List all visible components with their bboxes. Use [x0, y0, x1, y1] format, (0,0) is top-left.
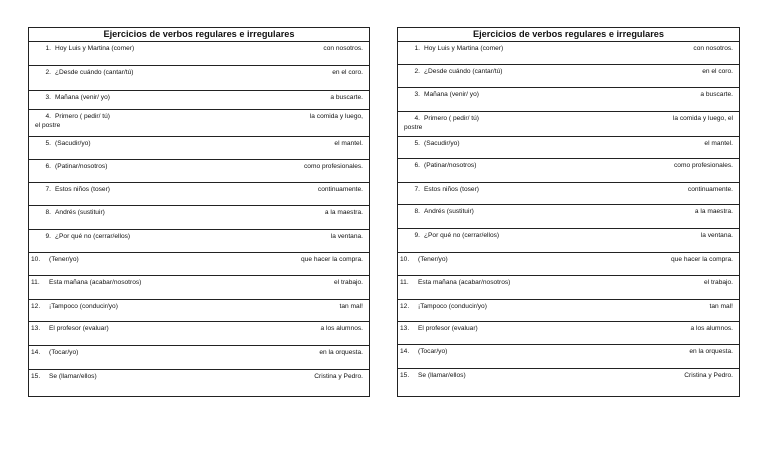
exercise-prompt: [49, 348, 249, 357]
exercise-prompt: [424, 161, 619, 170]
exercise-answer-text: en el coro.: [702, 68, 733, 75]
exercise-prompt: [418, 347, 619, 356]
exercise-prompt-line: ¿Desde cuándo (cantar/tú): [55, 69, 134, 76]
exercise-row: [398, 65, 739, 88]
exercise-prompt-line: El profesor (evaluar): [49, 325, 109, 332]
exercise-row: [398, 42, 739, 65]
exercise-prompt: [424, 44, 619, 53]
exercise-prompt-line: Esta mañana (acabar/nosotros): [418, 279, 511, 286]
exercise-prompt-line: (Tocar/yo): [49, 349, 79, 356]
exercise-answer-text: continuamente.: [317, 186, 363, 193]
exercise-number: 1.: [414, 45, 420, 52]
exercise-prompt-line: Mañana (venir/ yo): [55, 94, 110, 101]
worksheet-title: Ejercicios de verbos regulares e irregulares: [29, 28, 369, 42]
exercise-row: [398, 300, 739, 322]
exercise-answer-text: el mantel.: [704, 140, 733, 147]
exercise-prompt: [424, 207, 619, 216]
exercise-prompt-continuation: postre: [404, 124, 423, 131]
exercise-prompt-line: Hoy Luis y Martina (comer): [424, 45, 504, 52]
exercise-prompt: [55, 208, 249, 217]
exercise-prompt: [49, 278, 249, 287]
exercise-prompt-line: (Patinar/nosotros): [55, 163, 108, 170]
exercise-answer-text: la ventana.: [700, 232, 733, 239]
exercise-prompt-line: Andrés (sustituir): [424, 208, 474, 215]
exercise-row: [29, 183, 369, 206]
exercise-answer-text: continuamente.: [687, 186, 733, 193]
exercise-row: [29, 276, 369, 300]
exercise-answer-text: a buscarte.: [330, 94, 363, 101]
exercise-row: [29, 253, 369, 276]
exercise-prompt: [418, 371, 619, 380]
exercise-number: 4.: [45, 113, 51, 120]
exercise-number: 7.: [45, 186, 51, 193]
exercise-number: 14.: [400, 348, 410, 355]
exercise-list: [398, 42, 739, 395]
exercise-number: 8.: [45, 209, 51, 216]
exercise-answer-text: la comida y luego, el: [672, 115, 733, 122]
exercise-number: 8.: [414, 208, 420, 215]
exercise-row: [29, 300, 369, 322]
exercise-prompt-line: Se (llamar/ellos): [49, 373, 97, 380]
exercise-prompt: [55, 232, 249, 241]
exercise-number: 13.: [400, 325, 410, 332]
exercise-prompt: [49, 372, 249, 381]
exercise-answer-text: Cristina y Pedro.: [314, 373, 363, 380]
exercise-number: 9.: [45, 233, 51, 240]
exercise-number: 14.: [31, 349, 41, 356]
exercise-answer-text: a la maestra.: [324, 209, 363, 216]
exercise-answer-text: a los alumnos.: [690, 325, 733, 332]
exercise-prompt-line: (Sacudir/yo): [55, 140, 91, 147]
exercise-prompt-line: (Tocar/yo): [418, 348, 448, 355]
exercise-prompt: [424, 67, 619, 76]
exercise-answer-text: con nosotros.: [693, 45, 733, 52]
exercise-prompt: [418, 278, 619, 287]
exercise-answer-text: tan mal!: [339, 303, 363, 310]
exercise-answer-text: que hacer la compra.: [301, 256, 363, 263]
exercise-number: 3.: [414, 91, 420, 98]
exercise-prompt: [55, 68, 249, 77]
exercise-prompt-line: Se (llamar/ellos): [418, 372, 466, 379]
exercise-prompt-line: ¡Tampoco (conducir/yo): [418, 303, 487, 310]
exercise-answer-text: la ventana.: [330, 233, 363, 240]
exercise-row: [398, 183, 739, 205]
exercise-row: [29, 322, 369, 346]
exercise-row: [29, 137, 369, 160]
exercise-answer-text: el mantel.: [334, 140, 363, 147]
exercise-prompt: [55, 139, 249, 148]
exercise-row: [398, 345, 739, 369]
exercise-row: [29, 66, 369, 91]
exercise-number: 9.: [414, 232, 420, 239]
exercise-prompt: [55, 93, 249, 102]
exercise-answer-text: la comida y luego,: [309, 113, 363, 120]
exercise-row: [29, 160, 369, 183]
exercise-prompt-line: Hoy Luis y Martina (comer): [55, 45, 135, 52]
exercise-prompt-line: (Tener/yo): [418, 256, 448, 263]
exercise-answer-text: en la orquesta.: [319, 349, 363, 356]
exercise-prompt-line: Estos niños (toser): [424, 186, 479, 193]
exercise-row: [398, 88, 739, 112]
exercise-prompt: [418, 324, 619, 333]
exercise-answer-text: como profesionales.: [303, 163, 363, 170]
exercise-number: 12.: [400, 303, 410, 310]
exercise-prompt-line: (Sacudir/yo): [424, 140, 460, 147]
exercise-prompt-line: ¿Por qué no (cerrar/ellos): [55, 233, 131, 240]
exercise-number: 11.: [400, 279, 409, 286]
exercise-number: 1.: [45, 45, 51, 52]
exercise-answer-text: el trabajo.: [704, 279, 733, 286]
exercise-prompt: [49, 324, 249, 333]
exercise-row: [29, 346, 369, 370]
exercise-prompt-line: ¿Por qué no (cerrar/ellos): [424, 232, 500, 239]
exercise-prompt: [424, 90, 619, 99]
exercise-prompt-line: ¡Tampoco (conducir/yo): [49, 303, 118, 310]
exercise-prompt: [424, 231, 619, 240]
exercise-number: 6.: [45, 163, 51, 170]
exercise-row: [398, 112, 739, 137]
exercise-row: [398, 229, 739, 253]
exercise-number: 6.: [414, 162, 420, 169]
exercise-prompt: [49, 255, 249, 264]
exercise-row: [29, 206, 369, 230]
exercise-row: [398, 137, 739, 159]
exercise-row: [29, 230, 369, 253]
exercise-prompt-line: ¿Desde cuándo (cantar/tú): [424, 68, 503, 75]
exercise-number: 13.: [31, 325, 41, 332]
exercise-prompt-continuation: el postre: [35, 122, 61, 129]
exercise-number: 15.: [31, 373, 41, 380]
exercise-answer-text: Cristina y Pedro.: [684, 372, 733, 379]
exercise-prompt-line: (Patinar/nosotros): [424, 162, 477, 169]
exercise-prompt-line: (Tener/yo): [49, 256, 79, 263]
exercise-prompt: [424, 139, 619, 148]
exercise-row: [398, 253, 739, 276]
exercise-answer-text: en la orquesta.: [689, 348, 733, 355]
exercise-prompt-line: Esta mañana (acabar/nosotros): [49, 279, 142, 286]
exercise-answer-text: el trabajo.: [334, 279, 363, 286]
exercise-row: [398, 205, 739, 229]
exercise-answer-text: como profesionales.: [673, 162, 733, 169]
exercise-prompt: [35, 112, 249, 130]
exercise-prompt-line: Primero ( pedir/ tú): [55, 113, 110, 120]
exercise-prompt: [49, 302, 249, 311]
exercise-number: 2.: [414, 68, 420, 75]
exercise-answer-text: que hacer la compra.: [671, 256, 733, 263]
exercise-answer-text: tan mal!: [709, 303, 733, 310]
exercise-row: [29, 42, 369, 66]
exercise-answer-text: con nosotros.: [323, 45, 363, 52]
exercise-number: 5.: [414, 140, 420, 147]
exercise-row: [398, 159, 739, 183]
exercise-number: 7.: [414, 186, 420, 193]
worksheet-title: Ejercicios de verbos regulares e irregulares: [398, 28, 739, 42]
exercise-prompt-line: Primero ( pedir/ tú): [424, 115, 479, 122]
exercise-prompt: [418, 255, 619, 264]
exercise-number: 11.: [31, 279, 40, 286]
exercise-answer-text: a la maestra.: [694, 208, 733, 215]
exercise-answer-text: a los alumnos.: [320, 325, 363, 332]
exercise-row: [398, 369, 739, 395]
exercise-prompt-line: El profesor (evaluar): [418, 325, 478, 332]
exercise-number: 10.: [400, 256, 410, 263]
exercise-row: [29, 110, 369, 137]
exercise-number: 2.: [45, 69, 51, 76]
exercise-prompt-line: Estos niños (toser): [55, 186, 110, 193]
exercise-prompt: [55, 185, 249, 194]
exercise-prompt-line: Andrés (sustituir): [55, 209, 105, 216]
exercise-prompt: [424, 185, 619, 194]
exercise-row: [29, 91, 369, 110]
exercise-prompt: [55, 162, 249, 171]
exercise-number: 15.: [400, 372, 410, 379]
exercise-number: 3.: [45, 94, 51, 101]
exercise-row: [29, 370, 369, 392]
exercise-prompt-line: Mañana (venir/ yo): [424, 91, 479, 98]
exercise-row: [398, 322, 739, 345]
exercise-answer-text: en el coro.: [332, 69, 363, 76]
exercise-prompt: [418, 302, 619, 311]
exercise-list: [29, 42, 369, 392]
exercise-number: 5.: [45, 140, 51, 147]
exercise-answer-text: a buscarte.: [700, 91, 733, 98]
exercise-number: 12.: [31, 303, 41, 310]
exercise-number: 4.: [414, 115, 420, 122]
exercise-number: 10.: [31, 256, 41, 263]
left-worksheet: [28, 27, 370, 397]
exercise-row: [398, 276, 739, 300]
exercise-prompt: [55, 44, 249, 53]
right-worksheet: [397, 27, 740, 397]
exercise-prompt: [404, 114, 619, 132]
